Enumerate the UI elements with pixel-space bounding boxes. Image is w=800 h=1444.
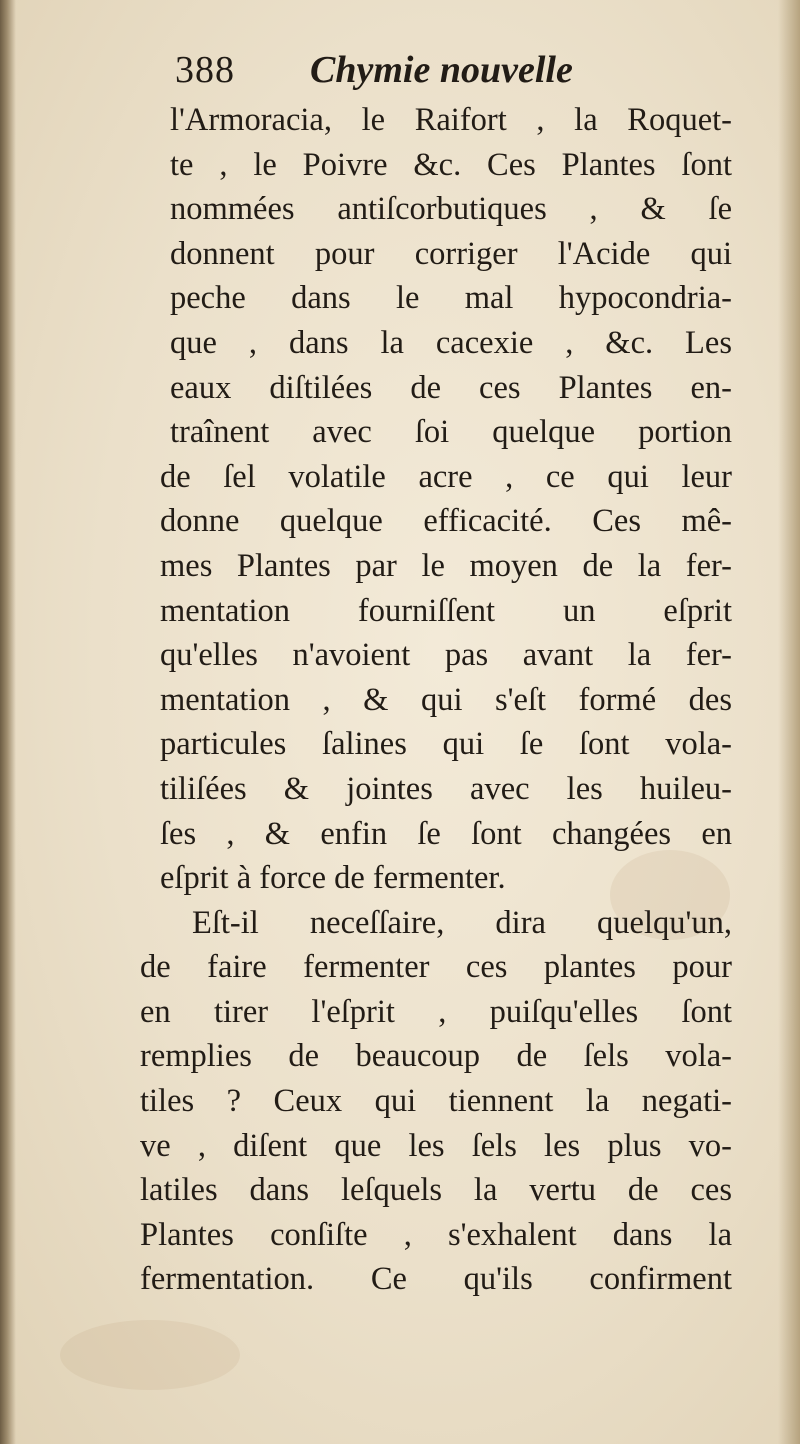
text-line: de ſel volatile acre , ce qui leur bbox=[160, 458, 732, 495]
text-line: peche dans le mal hypocondria- bbox=[170, 280, 732, 317]
text-line: ſes , & enfin ſe ſont changées en bbox=[160, 815, 732, 852]
page-binding-shadow bbox=[0, 0, 16, 1444]
text-line: Eſt-il neceſſaire, dira quelqu'un, bbox=[192, 904, 732, 941]
text-line: traînent avec ſoi quelque portion bbox=[170, 414, 732, 451]
page-number: 388 bbox=[175, 49, 235, 91]
text-line: eſprit à force de fermenter. bbox=[160, 860, 506, 897]
body-text bbox=[140, 98, 732, 1302]
text-line: mentation , & qui s'eſt formé des bbox=[160, 681, 732, 718]
text-line: eaux diſtilées de ces Plantes en- bbox=[170, 369, 732, 406]
text-line: fermentation. Ce qu'ils confirment bbox=[140, 1261, 732, 1298]
text-line: mentation fourniſſent un eſprit bbox=[160, 592, 732, 629]
text-line: donne quelque efficacité. Ces mê- bbox=[160, 503, 732, 540]
text-line: tiles ? Ceux qui tiennent la negati- bbox=[140, 1083, 732, 1120]
text-line: remplies de beaucoup de ſels vola- bbox=[140, 1038, 732, 1075]
text-line: qu'elles n'avoient pas avant la fer- bbox=[160, 637, 732, 674]
text-line: de faire fermenter ces plantes pour bbox=[140, 949, 732, 986]
text-line: latiles dans leſquels la vertu de ces bbox=[140, 1172, 732, 1209]
text-line: donnent pour corriger l'Acide qui bbox=[170, 235, 732, 272]
page-header bbox=[175, 42, 735, 98]
text-line: ve , diſent que les ſels les plus vo- bbox=[140, 1127, 732, 1164]
text-line: mes Plantes par le moyen de la fer- bbox=[160, 547, 732, 584]
text-line: nommées antiſcorbutiques , & ſe bbox=[170, 191, 732, 228]
text-line: tiliſées & jointes avec les huileu- bbox=[160, 770, 732, 807]
page-edge-shadow bbox=[778, 0, 800, 1444]
text-line: en tirer l'eſprit , puiſqu'elles ſont bbox=[140, 993, 732, 1030]
text-line: l'Armoracia, le Raifort , la Roquet- bbox=[170, 102, 732, 138]
paper-stain bbox=[60, 1320, 240, 1390]
text-line: Plantes conſiſte , s'exhalent dans la bbox=[140, 1216, 732, 1253]
text-line: te , le Poivre &c. Ces Plantes ſont bbox=[170, 146, 732, 183]
text-line: particules ſalines qui ſe ſont vola- bbox=[160, 726, 732, 763]
running-title: Chymie nouvelle bbox=[310, 49, 573, 91]
text-line: que , dans la cacexie , &c. Les bbox=[170, 324, 732, 361]
